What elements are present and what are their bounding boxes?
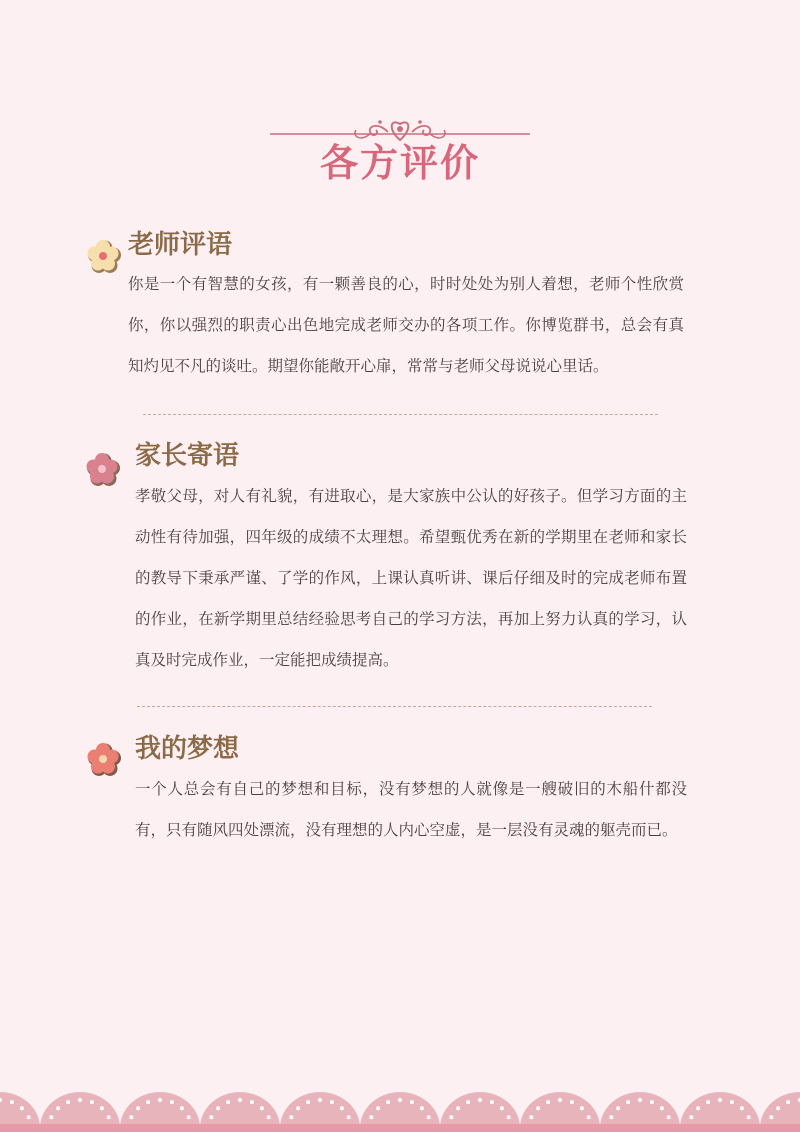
scallop-dot bbox=[209, 1115, 213, 1119]
scallop-dot bbox=[546, 1100, 550, 1104]
scallop-dot bbox=[78, 1098, 82, 1102]
section-divider bbox=[137, 706, 652, 707]
scallop-arc bbox=[280, 1092, 360, 1128]
scallop-dot bbox=[696, 1106, 700, 1110]
scallop-dot bbox=[386, 1100, 390, 1104]
scallop-dot bbox=[478, 1098, 482, 1102]
scallop-dot bbox=[306, 1100, 310, 1104]
scallop-dot bbox=[427, 1115, 431, 1119]
scallop-dot bbox=[449, 1115, 453, 1119]
scallop-dot bbox=[650, 1100, 654, 1104]
scallop-dot bbox=[20, 1106, 24, 1110]
scallop-dot bbox=[260, 1106, 264, 1110]
scallop-dot bbox=[56, 1106, 60, 1110]
page-header bbox=[260, 112, 540, 192]
scallop-dot bbox=[376, 1106, 380, 1110]
scallop-dot bbox=[10, 1100, 14, 1104]
scallop-arc bbox=[440, 1092, 520, 1128]
scallop-arc bbox=[600, 1092, 680, 1128]
scallop-dot bbox=[570, 1100, 574, 1104]
pink-flower-icon bbox=[83, 449, 123, 489]
scallop-dot bbox=[507, 1115, 511, 1119]
scallop-dot bbox=[27, 1115, 31, 1119]
scallop-dot bbox=[420, 1106, 424, 1110]
scallop-dot bbox=[369, 1115, 373, 1119]
scallop-dot bbox=[776, 1106, 780, 1110]
scallop-dot bbox=[180, 1106, 184, 1110]
scallop-dot bbox=[730, 1100, 734, 1104]
scallop-arc bbox=[520, 1092, 600, 1128]
scallop-dot bbox=[100, 1106, 104, 1110]
scallop-dot bbox=[536, 1106, 540, 1110]
scallop-dot bbox=[529, 1115, 533, 1119]
scallop-dot bbox=[187, 1115, 191, 1119]
scallop-dot bbox=[558, 1098, 562, 1102]
scallop-dot bbox=[466, 1100, 470, 1104]
my-dream-heading: 我的梦想 bbox=[135, 734, 240, 764]
scallop-dot bbox=[347, 1115, 351, 1119]
scallop-dot bbox=[267, 1115, 271, 1119]
scallop-dot bbox=[747, 1115, 751, 1119]
scallop-arc bbox=[40, 1092, 120, 1128]
scallop-dot bbox=[660, 1106, 664, 1110]
scallop-dot bbox=[706, 1100, 710, 1104]
scallop-dot bbox=[410, 1100, 414, 1104]
scallop-dot bbox=[90, 1100, 94, 1104]
scallop-dot bbox=[667, 1115, 671, 1119]
scallop-dot bbox=[587, 1115, 591, 1119]
scallop-dot bbox=[638, 1098, 642, 1102]
scallop-arc bbox=[760, 1092, 800, 1128]
scallop-arc bbox=[120, 1092, 200, 1128]
scallop-dot bbox=[398, 1098, 402, 1102]
scallop-dot bbox=[170, 1100, 174, 1104]
parent-message-text: 孝敬父母，对人有礼貌，有进取心，是大家族中公认的好孩子。但学习方面的主动性有待加强，四年级的成绩不太理想。希望甄优秀在新的学期里在老师和家长的教导下秉承严谨、了学的作风，上课认真听讲、课后仔细及时的完成老师布置的作业，在新学期里总结经验思考自己的学习方法，再加上努力认真的学习，认真及时完成作业，一定能把成绩提高。 bbox=[135, 487, 687, 669]
scallop-arc bbox=[360, 1092, 440, 1128]
scallop-dot bbox=[296, 1106, 300, 1110]
cream-flower-icon bbox=[84, 236, 124, 276]
scallop-dot bbox=[289, 1115, 293, 1119]
page-title: 各方评价 bbox=[319, 141, 480, 185]
coral-flower-icon bbox=[84, 739, 124, 779]
teacher-comment-text: 你是一个有智慧的女孩，有一颗善良的心，时时处处为别人着想，老师个性欣赏你，你以强烈的职责心出色地完成老师交办的各项工作。你博览群书，总会有真知灼见不凡的谈吐。期望你能敞开心扉，常常与老师父母说说心里话。 bbox=[128, 275, 684, 375]
scallop-dot bbox=[626, 1100, 630, 1104]
scallop-dot bbox=[318, 1098, 322, 1102]
scallop-dot bbox=[740, 1106, 744, 1110]
scallop-dot bbox=[136, 1106, 140, 1110]
scallop-dot bbox=[238, 1098, 242, 1102]
scallop-arc bbox=[200, 1092, 280, 1128]
scallop-dot bbox=[146, 1100, 150, 1104]
scallop-dot bbox=[609, 1115, 613, 1119]
my-dream-text: 一个人总会有自己的梦想和目标，没有梦想的人就像是一艘破旧的木船什都没有，只有随风四处漂流，没有理想的人内心空虚，是一层没有灵魂的躯壳而已。 bbox=[135, 780, 687, 839]
scallop-arc bbox=[0, 1092, 40, 1128]
scallop-dot bbox=[490, 1100, 494, 1104]
scallop-dot bbox=[718, 1098, 722, 1102]
scallop-dot bbox=[500, 1106, 504, 1110]
scallop-arc bbox=[680, 1092, 760, 1128]
scallop-dot bbox=[580, 1106, 584, 1110]
section-divider bbox=[143, 414, 658, 415]
scallop-dot bbox=[66, 1100, 70, 1104]
scallop-dot bbox=[786, 1100, 790, 1104]
scallop-dot bbox=[769, 1115, 773, 1119]
scallop-dot bbox=[226, 1100, 230, 1104]
parent-message-heading: 家长寄语 bbox=[135, 441, 240, 471]
scallop-dot bbox=[250, 1100, 254, 1104]
scallop-dot bbox=[49, 1115, 53, 1119]
scallop-dot bbox=[689, 1115, 693, 1119]
scallop-dot bbox=[129, 1115, 133, 1119]
scalloped-border bbox=[0, 1072, 800, 1132]
scallop-dot bbox=[340, 1106, 344, 1110]
teacher-comment-heading: 老师评语 bbox=[128, 230, 233, 260]
scallop-dot bbox=[330, 1100, 334, 1104]
scallop-dot bbox=[158, 1098, 162, 1102]
scallop-dot bbox=[616, 1106, 620, 1110]
scallop-dot bbox=[107, 1115, 111, 1119]
scallop-dot bbox=[456, 1106, 460, 1110]
scallop-dot bbox=[216, 1106, 220, 1110]
